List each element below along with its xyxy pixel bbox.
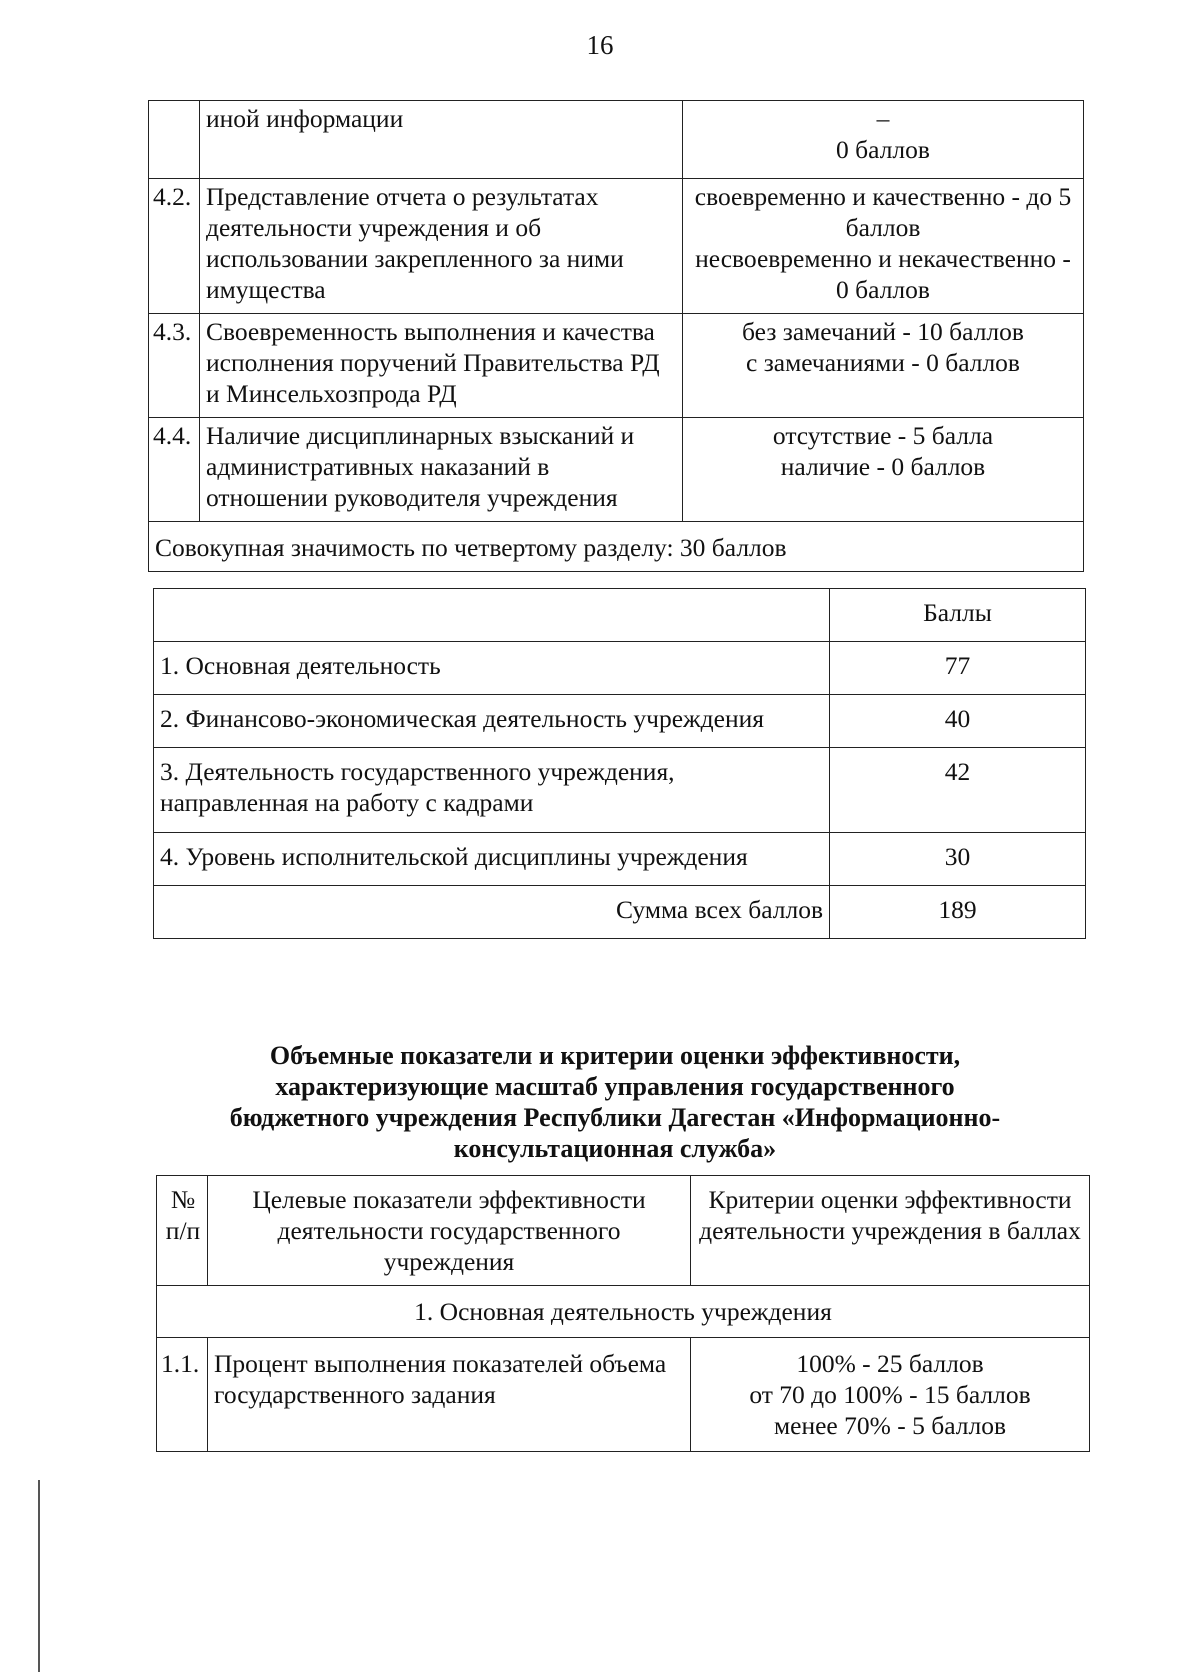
row-number: 4.3. <box>149 314 200 418</box>
summary-value: 40 <box>830 695 1086 748</box>
table-row <box>149 418 1084 522</box>
criteria-line: менее 70% - 5 баллов <box>774 1411 1006 1440</box>
criteria-line: наличие - 0 баллов <box>780 452 986 481</box>
criteria-line: 0 баллов <box>836 135 930 164</box>
table-row <box>154 748 1086 833</box>
column-header-indicators: Целевые показатели эффективности деятельности государственного учреждения <box>208 1176 691 1286</box>
page-number: 16 <box>586 30 614 60</box>
row-number: 4.4. <box>149 418 200 522</box>
table-row <box>149 101 1084 179</box>
criteria-line: – <box>876 104 890 133</box>
heading-line: Объемные показатели и критерии оценки эффективности, <box>269 1041 961 1070</box>
criteria-line: своевременно и качественно - до 5 баллов <box>694 182 1072 242</box>
criteria-line: несвоевременно и некачественно - 0 баллов <box>695 244 1071 304</box>
summary-header-blank <box>154 589 830 642</box>
criteria-cell <box>691 1338 1090 1452</box>
summary-scores-table <box>153 588 1086 939</box>
criteria-cell <box>683 314 1084 418</box>
summary-value: 30 <box>830 833 1086 886</box>
scan-margin-line <box>38 1480 40 1672</box>
row-number: 4.2. <box>149 179 200 314</box>
row-number: 1.1. <box>157 1338 208 1452</box>
table-row <box>149 179 1084 314</box>
section-total-row <box>149 522 1084 572</box>
heading-line: характеризующие масштаб управления государственного <box>275 1072 955 1101</box>
summary-value: 42 <box>830 748 1086 833</box>
scores-header: Баллы <box>830 589 1086 642</box>
volume-indicators-table <box>156 1175 1090 1452</box>
total-value: 189 <box>830 886 1086 939</box>
table-header-row <box>157 1176 1090 1286</box>
indicator-description: Представление отчета о результатах деятельности учреждения и об использовании закрепленного за ними имущества <box>200 179 683 314</box>
criteria-line: 100% - 25 баллов <box>796 1349 984 1378</box>
table-row <box>154 833 1086 886</box>
criteria-cell <box>683 418 1084 522</box>
criteria-line: с замечаниями - 0 баллов <box>746 348 1020 377</box>
section-total: Совокупная значимость по четвертому разделу: 30 баллов <box>149 522 1084 572</box>
heading-line: бюджетного учреждения Республики Дагестан «Информационно- <box>229 1103 1001 1132</box>
indicator-description: Процент выполнения показателей объема государственного задания <box>208 1338 691 1452</box>
criteria-table-section-4 <box>148 100 1084 572</box>
table-row <box>154 695 1086 748</box>
table-row <box>157 1338 1090 1452</box>
table-row <box>154 886 1086 939</box>
indicator-description: Своевременность выполнения и качества исполнения поручений Правительства РД и Минсельхозпрода РД <box>200 314 683 418</box>
criteria-line: от 70 до 100% - 15 баллов <box>749 1380 1031 1409</box>
column-header-criteria: Критерии оценки эффективности деятельности учреждения в баллах <box>691 1176 1090 1286</box>
table-row <box>154 642 1086 695</box>
summary-label: 1. Основная деятельность <box>154 642 830 695</box>
criteria-line: без замечаний - 10 баллов <box>742 317 1024 346</box>
indicator-description: Наличие дисциплинарных взысканий и административных наказаний в отношении руководителя учреждения <box>200 418 683 522</box>
section-title: 1. Основная деятельность учреждения <box>157 1286 1090 1338</box>
section-heading <box>150 1040 1080 1164</box>
row-number <box>149 101 200 179</box>
criteria-cell <box>683 101 1084 179</box>
table-row <box>149 314 1084 418</box>
total-label: Сумма всех баллов <box>154 886 830 939</box>
criteria-line: отсутствие - 5 балла <box>772 421 994 450</box>
summary-value: 77 <box>830 642 1086 695</box>
summary-label: 3. Деятельность государственного учреждения, направленная на работу с кадрами <box>154 748 830 833</box>
heading-line: консультационная служба» <box>453 1134 777 1163</box>
summary-label: 2. Финансово-экономическая деятельность учреждения <box>154 695 830 748</box>
summary-label: 4. Уровень исполнительской дисциплины учреждения <box>154 833 830 886</box>
section-row <box>157 1286 1090 1338</box>
table-row <box>154 589 1086 642</box>
criteria-cell <box>683 179 1084 314</box>
indicator-description: иной информации <box>200 101 683 179</box>
column-header-number: № п/п <box>157 1176 208 1286</box>
